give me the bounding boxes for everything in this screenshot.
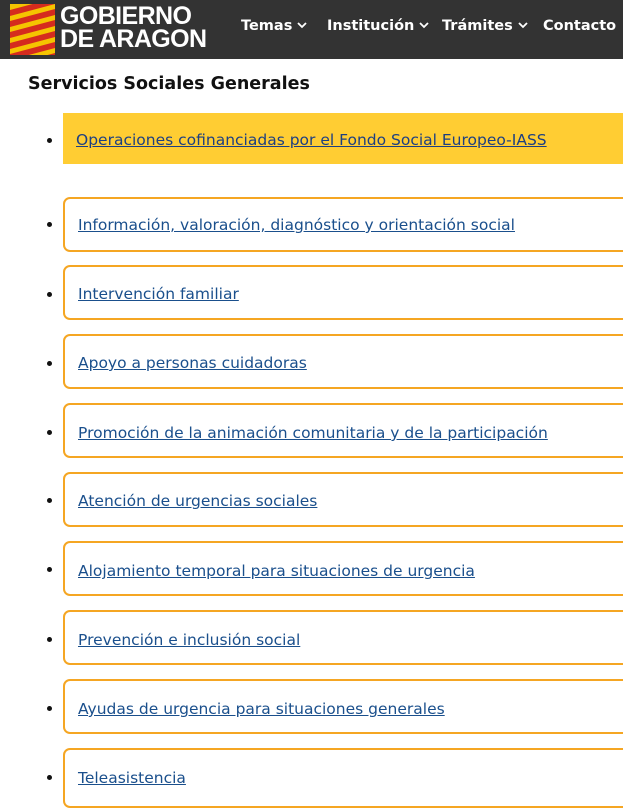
link-card[interactable] <box>63 679 623 734</box>
main-nav <box>0 0 623 59</box>
bullet-icon <box>47 775 52 780</box>
chevron-down-icon <box>296 19 308 31</box>
bullet-icon <box>47 498 52 503</box>
link-atencion-urgencias[interactable]: Atención de urgencias sociales <box>78 492 318 510</box>
bullet-icon <box>47 637 52 642</box>
link-card[interactable] <box>63 403 623 458</box>
link-card[interactable] <box>63 748 623 808</box>
bullet-icon <box>47 138 52 143</box>
bullet-icon <box>47 567 52 572</box>
nav-item-institucion[interactable] <box>327 17 430 35</box>
link-operaciones-cofinanciadas[interactable]: Operaciones cofinanciadas por el Fondo Social Europeo-IASS <box>76 131 547 149</box>
nav-item-label: Institución <box>327 18 415 34</box>
link-card[interactable] <box>63 541 623 596</box>
link-card[interactable] <box>63 197 623 252</box>
bullet-icon <box>47 361 52 366</box>
link-prevencion-inclusion[interactable]: Prevención e inclusión social <box>78 631 301 649</box>
link-apoyo-cuidadoras[interactable]: Apoyo a personas cuidadoras <box>78 354 307 372</box>
chevron-down-icon <box>517 19 529 31</box>
nav-item-label: Temas <box>241 18 293 34</box>
link-informacion-valoracion[interactable]: Información, valoración, diagnóstico y orientación social <box>78 216 515 234</box>
link-card[interactable] <box>63 334 623 389</box>
featured-link-card[interactable] <box>63 113 623 164</box>
bullet-icon <box>47 292 52 297</box>
nav-item-tramites[interactable] <box>442 17 529 35</box>
site-header <box>0 0 623 59</box>
bullet-icon <box>47 706 52 711</box>
bullet-icon <box>47 222 52 227</box>
page-title: Servicios Sociales Generales <box>28 74 310 94</box>
logo-line-1: GOBIERNO <box>60 2 192 30</box>
link-teleasistencia[interactable]: Teleasistencia <box>78 769 186 787</box>
link-card[interactable] <box>63 472 623 527</box>
nav-item-temas[interactable] <box>241 17 308 35</box>
link-promocion-animacion[interactable]: Promoción de la animación comunitaria y de la participación <box>78 424 548 442</box>
bullet-icon <box>47 430 52 435</box>
link-alojamiento-temporal[interactable]: Alojamiento temporal para situaciones de urgencia <box>78 562 475 580</box>
chevron-down-icon <box>418 19 430 31</box>
nav-item-contacto[interactable] <box>543 17 616 35</box>
logo-line-2: DE ARAGON <box>60 25 207 53</box>
nav-item-label: Trámites <box>442 18 513 34</box>
link-intervencion-familiar[interactable]: Intervención familiar <box>78 285 239 303</box>
nav-item-label: Contacto <box>543 18 617 34</box>
link-ayudas-urgencia[interactable]: Ayudas de urgencia para situaciones generales <box>78 700 445 718</box>
link-card[interactable] <box>63 610 623 665</box>
link-card[interactable] <box>63 265 623 320</box>
